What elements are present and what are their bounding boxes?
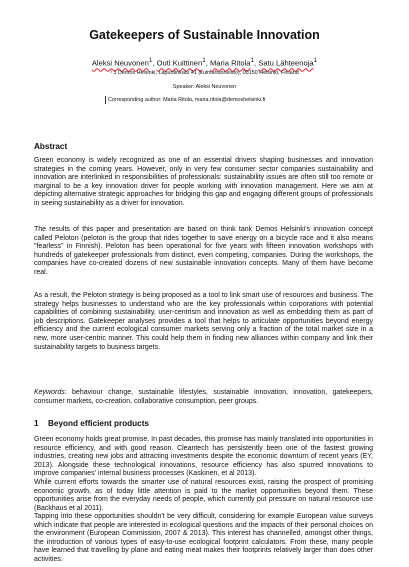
author-affiliation-mark: 1 (250, 57, 255, 64)
section-paragraph: Green economy holds great promise. In past decades, this promise has mainly translated into opportunities in resource efficiency, and with good reason. Cleantech has persistently been one of the fastest growing industries, creating new jobs and attracting investments despite the economic downturn of recent years (EY, 2013). Alongside these technological innovations, resource efficiency has also spurred innovations to improve companies' internal business processes (Kaskinen, et al 2013). (34, 436, 373, 478)
abstract-heading: Abstract (34, 142, 68, 151)
keywords-line (34, 389, 373, 406)
speaker-line: Speaker: Aleksi Neuvonen (172, 84, 237, 90)
author-affiliation-mark: 1 (313, 57, 318, 64)
keywords-list: : behaviour change, sustainable lifestyles, sustainable innovation, innovation, gatekeepers, consumer markets, co-creation, collaborative consumption, peer groups. (34, 389, 373, 405)
corresponding-author: Corresponding author: Maria Ritola, maria.ritola@demoshelsinki.fi (108, 97, 266, 103)
section-heading (34, 419, 149, 428)
author-affiliation-mark: 1 (202, 57, 206, 64)
section-number: 1 (34, 419, 39, 428)
keywords-label: Keywords (34, 389, 65, 396)
abstract-paragraph: Green economy is widely recognized as one of an essential drivers shaping businesses and innovation strategies in the coming years. However, only in very few consumer sector companies sustainability and innovation are interlinked in responsibilities of professionals: sustainability issues are often still too remote or marginal to be a key innovation driver for people working with innovation management. Here we aim at depicting alternative strategic approaches for bridging this gap and engaging different groups of professionals in seeing sustainability as a driver for innovation. (34, 157, 373, 207)
author-name: Aleksi Neuvonen (91, 58, 149, 68)
section-paragraph: Tapping into these opportunities shouldn't be very difficult, considering for example European value surveys which indicate that people are interested in ecological questions and the impacts of their personal choices on the environment (European Commission, 2007 & 2013). This interest has channelled, amongst other things, the introduction of various types of easy-to-use ecological footprint calculators. From these, many people have learned that travelling by plane and eating meat makes their footprints relatively larger than does other activities. (34, 513, 373, 563)
abstract-paragraph: As a result, the Peloton strategy is being proposed as a tool to link smart use of resources and business. The strategy helps businesses to understand who are the key professionals within corporations with potential capabilities of combining sustainability, user-centrism and innovation as well as embedding them as part of job descriptions. Gatekeeper analyses provides a tool that helps to articulate opportunities beyond energy efficiency and the current ecological consumer markets serving only a fraction of the total market size in a new, more user-centric manner. This could help them in finding new alliances within company and link their sustainability targets to business targets. (34, 292, 373, 351)
section-paragraph: While current efforts towards the smarter use of natural resources exist, raising the prospect of promising economic growth, as of today little attention is paid to the market opportunities beyond them. These opportunities arise from the everyday needs of people, which currently put pressure on natural resource use (Backhaus et al 2011). (34, 479, 373, 512)
abstract-paragraph: The results of this paper and presentation are based on think tank Demos Helsinki's innovation concept called Peloton (peloton is the group that rides together to save energy on a bicycle race and it also means "fearless" in Finnish). Peloton has been operational for five years with fifteen innovation workshops with hundreds of gatekeeper professionals from distinct, even competing, companies. During the workshops, the companies have co-created dozens of new sustainable innovation concepts. Many of them have become real. (34, 226, 373, 276)
author-affiliation-mark: 1 (148, 57, 153, 64)
author-list: Aleksi Neuvonen$^1$, Outi Kuittinen$^1$, Maria Ritola$^1$, Satu Lähteenoja$^1$ (91, 57, 318, 68)
author-name: Maria Ritola (209, 58, 251, 68)
author-name: Satu Lähteenoja (258, 58, 314, 68)
text-cursor (105, 96, 106, 104)
affiliation: ¹ 1 Demos Helsinki, Lapuntinkatu 41 (kulmahuoneisto), 00150 Helsinki, Finland (110, 70, 299, 76)
paper-title: Gatekeepers of Sustainable Innovation (89, 28, 320, 42)
author-name: Outi Kuittinen (156, 58, 203, 68)
section-title: Beyond efficient products (48, 419, 149, 428)
